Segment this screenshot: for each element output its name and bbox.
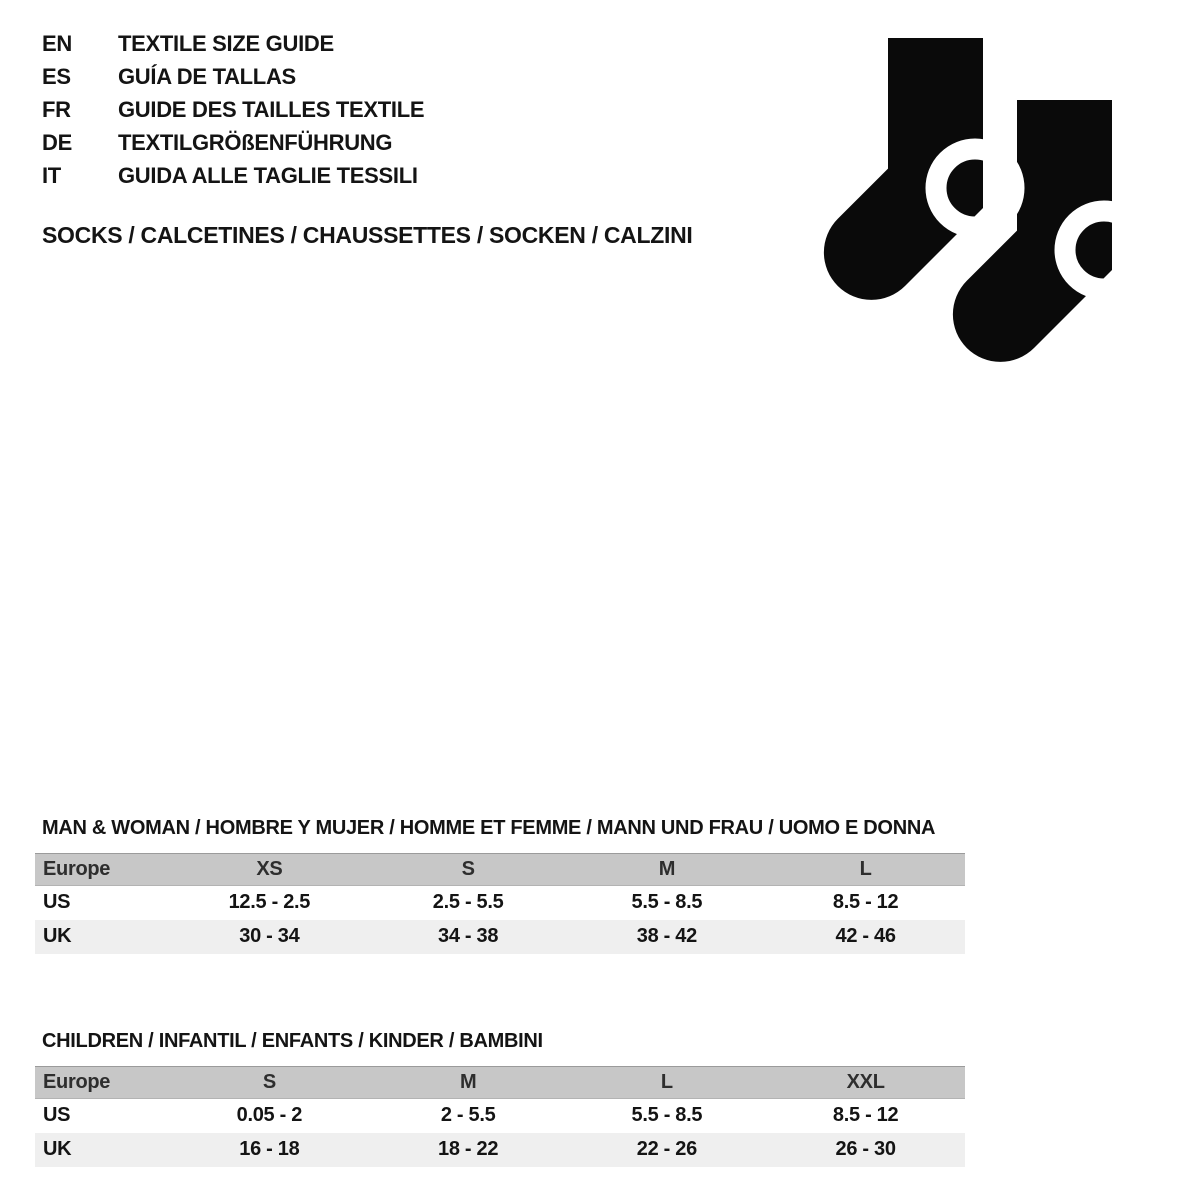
row-label: UK xyxy=(35,920,170,954)
column-header-size: S xyxy=(170,1067,369,1099)
language-row xyxy=(42,159,424,192)
guide-title: TEXTILE SIZE GUIDE xyxy=(118,31,334,56)
column-header-size: XXL xyxy=(766,1067,965,1099)
language-row xyxy=(42,27,424,60)
language-code: ES xyxy=(42,64,71,89)
table-header-row xyxy=(35,854,965,886)
size-value: 2 - 5.5 xyxy=(369,1099,568,1133)
category-line: SOCKS / CALCETINES / CHAUSSETTES / SOCKEN / CALZINI xyxy=(42,222,693,248)
table-title-adults: MAN & WOMAN / HOMBRE Y MUJER / HOMME ET FEMME / MANN UND FRAU / UOMO E DONNA xyxy=(42,817,936,839)
language-title-list xyxy=(42,27,424,192)
size-value: 30 - 34 xyxy=(170,920,369,954)
size-value: 5.5 - 8.5 xyxy=(568,1099,767,1133)
column-header-size: L xyxy=(568,1067,767,1099)
column-header-size: XS xyxy=(170,854,369,886)
table-row-uk xyxy=(35,1133,965,1167)
table-row-us xyxy=(35,1099,965,1133)
table-row-us xyxy=(35,886,965,920)
size-value: 38 - 42 xyxy=(568,920,767,954)
language-code: FR xyxy=(42,97,71,122)
size-value: 42 - 46 xyxy=(766,920,965,954)
size-value: 34 - 38 xyxy=(369,920,568,954)
size-value: 22 - 26 xyxy=(568,1133,767,1167)
language-code: IT xyxy=(42,163,61,188)
column-header-size: M xyxy=(568,854,767,886)
language-row xyxy=(42,126,424,159)
socks-pair-icon xyxy=(815,30,1120,365)
guide-title: GUIDA ALLE TAGLIE TESSILI xyxy=(118,163,418,188)
language-row xyxy=(42,93,424,126)
size-value: 12.5 - 2.5 xyxy=(170,886,369,920)
language-row xyxy=(42,60,424,93)
row-label: UK xyxy=(35,1133,170,1167)
language-code: EN xyxy=(42,31,72,56)
column-header-region: Europe xyxy=(35,1067,170,1099)
size-value: 16 - 18 xyxy=(170,1133,369,1167)
size-value: 2.5 - 5.5 xyxy=(369,886,568,920)
table-row-uk xyxy=(35,920,965,954)
row-label: US xyxy=(35,886,170,920)
size-value: 5.5 - 8.5 xyxy=(568,886,767,920)
table-title-children: CHILDREN / INFANTIL / ENFANTS / KINDER / BAMBINI xyxy=(42,1030,543,1052)
language-code: DE xyxy=(42,130,72,155)
row-label: US xyxy=(35,1099,170,1133)
guide-title: TEXTILGRÖßENFÜHRUNG xyxy=(118,130,393,155)
column-header-size: M xyxy=(369,1067,568,1099)
guide-title: GUÍA DE TALLAS xyxy=(118,64,296,89)
size-value: 8.5 - 12 xyxy=(766,886,965,920)
size-value: 18 - 22 xyxy=(369,1133,568,1167)
size-value: 26 - 30 xyxy=(766,1133,965,1167)
column-header-region: Europe xyxy=(35,854,170,886)
table-header-row xyxy=(35,1067,965,1099)
size-table-adults xyxy=(35,853,965,954)
size-table-children xyxy=(35,1066,965,1167)
guide-title: GUIDE DES TAILLES TEXTILE xyxy=(118,97,425,122)
column-header-size: L xyxy=(766,854,965,886)
column-header-size: S xyxy=(369,854,568,886)
size-value: 0.05 - 2 xyxy=(170,1099,369,1133)
size-value: 8.5 - 12 xyxy=(766,1099,965,1133)
